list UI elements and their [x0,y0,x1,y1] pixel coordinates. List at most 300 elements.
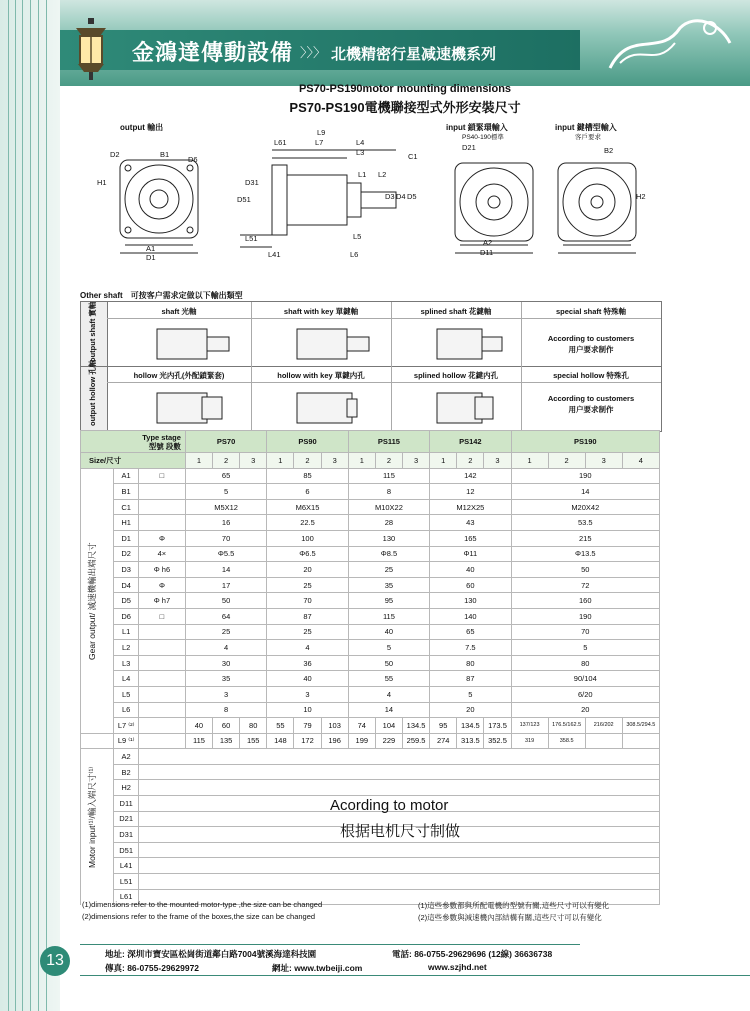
empty-cell [138,842,659,858]
dim-key: L6 [114,702,139,718]
dim-key: H1 [114,515,139,531]
dim-label: L9 [317,128,326,137]
table-row [81,593,660,609]
customer-note-2: According to customers [547,394,635,403]
stage-cell: 3 [321,453,348,469]
dim-symbol: 4× [138,546,185,562]
table-row [81,640,660,656]
dim-value: 22.5 [267,515,348,531]
model-header: PS115 [348,431,429,453]
dim-label: C1 [408,152,418,161]
footer-line [80,944,580,945]
dim-value [622,733,659,749]
footer-line [80,975,750,976]
hollow-type-header: special hollow 特殊孔 [553,371,629,380]
footer-fax: 傳真: 86-0755-29629972 [105,963,200,973]
dim-symbol [138,655,185,671]
dim-key: C1 [114,499,139,515]
side-cell [81,733,114,749]
dim-value: Φ13.5 [511,546,659,562]
table-row [81,484,660,500]
table-row [81,562,660,578]
dim-value: 4 [348,686,429,702]
dim-symbol [138,733,185,749]
dim-symbol: Φ [138,530,185,546]
dim-key: L3 [114,655,139,671]
model-header: PS190 [511,431,659,453]
dim-label: D31 [245,178,259,187]
dim-value: 115 [348,468,429,484]
dim-value: 130 [430,593,511,609]
dim-value: 55 [267,718,294,734]
size-label: Size/尺寸 [81,453,186,469]
table-row [81,858,660,874]
stage-cell: 1 [185,453,212,469]
dim-value: 80 [240,718,267,734]
dim-value: 358.5 [548,733,585,749]
dim-value: 65 [430,624,511,640]
stage-cell: 3 [403,453,430,469]
dim-value: 190 [511,468,659,484]
dim-key: D3 [114,562,139,578]
motor-note-en: Acording to motor [330,797,449,814]
dim-value: 40 [348,624,429,640]
decor-line [15,0,16,1011]
dim-value: 5 [348,640,429,656]
dim-value: 80 [430,655,511,671]
dim-value: 25 [185,624,266,640]
side-cell [81,484,114,500]
dim-key: D11 [114,796,139,812]
dim-label: D1 [146,253,156,262]
empty-cell [138,764,659,780]
dim-value: 274 [430,733,457,749]
dim-key: L7 ⁽²⁾ [114,718,139,734]
dim-label: L61 [274,138,287,147]
dim-value: 53.5 [511,515,659,531]
customer-note-1: According to customers [547,334,635,343]
dim-label: D5 [407,192,417,201]
dim-label: L4 [356,138,365,147]
note-2-cn: (2)這些參數與減速機內部結構有關,這些尺寸可以有變化 [418,913,602,922]
table-row [81,874,660,890]
drawing-label-output: output 輸出 [120,123,164,132]
dim-value: 4 [267,640,348,656]
dim-key: D21 [114,811,139,827]
dim-value: 165 [430,530,511,546]
side-cell [81,718,114,734]
dim-value: 90/104 [511,671,659,687]
shaft-type-header: special shaft 特殊軸 [555,307,627,316]
model-header: PS90 [267,431,348,453]
dim-value: 176.5/162.5 [548,718,585,734]
stage-cell: 4 [622,453,659,469]
dim-value: 5 [430,686,511,702]
dim-label: B2 [604,146,614,155]
dim-value: 20 [511,702,659,718]
side-cell [81,749,114,765]
dim-symbol: Φ [138,577,185,593]
dim-value: M5X12 [185,499,266,515]
table-row [81,515,660,531]
stage-cell: 1 [511,453,548,469]
dim-key: L61 [114,889,139,905]
dim-value: 14 [348,702,429,718]
gear-output-side-label: Gear output/ 減速機輸出端尺寸 [87,542,97,660]
dim-label: D6 [188,155,198,164]
side-cell [81,702,114,718]
drawing-label-input-key-sub: 客戶要求 [575,134,601,141]
brand-arrows: 〉〉〉 [300,45,327,60]
dim-key: D1 [114,530,139,546]
dim-value: 40 [267,671,348,687]
shaft-type-header: splined shaft 花鍵軸 [420,307,492,316]
dim-value: 70 [511,624,659,640]
stage-cell: 2 [213,453,240,469]
footer-web[interactable]: 網址: www.twbeiji.com [272,963,363,973]
shaft-type-header: shaft with key 單鍵軸 [283,307,359,316]
drawing-label-input-clamp: input 鎖緊環輸入 [446,123,508,132]
dim-value: 352.5 [484,733,511,749]
dim-value: M20X42 [511,499,659,515]
side-cell [81,468,114,484]
side-cell [81,686,114,702]
dim-value: 17 [185,577,266,593]
dim-value: 95 [430,718,457,734]
note-1: (1)dimensions refer to the mounted motor-type ,the size can be changed [82,900,323,909]
stage-cell: 1 [430,453,457,469]
stage-cell: 2 [457,453,484,469]
dim-symbol [138,702,185,718]
type-stage-label: Type stage [142,432,181,442]
dim-value: 25 [267,577,348,593]
model-header: PS70 [185,431,266,453]
decor-line [8,0,9,1011]
dim-value: 137/123 [511,718,548,734]
dim-value: 40 [185,718,212,734]
dim-value: 85 [267,468,348,484]
dim-value: 115 [348,608,429,624]
dim-key: L2 [114,640,139,656]
decor-line [38,0,39,1011]
dim-label: L41 [268,250,281,259]
dim-value: 259.5 [403,733,430,749]
dim-value: 155 [240,733,267,749]
table-row [81,671,660,687]
dim-value: Φ6.5 [267,546,348,562]
dim-label: D11 [480,248,494,257]
dim-label: A1 [146,244,156,253]
dim-value: Φ8.5 [348,546,429,562]
dim-value: 20 [267,562,348,578]
dim-value: 142 [430,468,511,484]
hollow-type-header: hollow with key 單鍵内孔 [277,371,365,380]
note-1-cn: (1)這些參數都與所配電機的型號有關,這些尺寸可以有變化 [418,901,610,910]
lantern-icon [66,18,116,80]
dim-value: 72 [511,577,659,593]
dim-value: 14 [185,562,266,578]
side-cell [81,515,114,531]
motor-input-side-label: Motor input⁽¹⁾/輸入端尺寸⁽¹⁾ [87,766,97,868]
dim-value: 65 [185,468,266,484]
dim-value: 87 [430,671,511,687]
footer-address: 地址: 深圳市寶安區松崗街道鄰白路7004號溪海達科技園 [105,949,317,959]
dim-value: 14 [511,484,659,500]
table-row [81,780,660,796]
hollow-type-header: hollow 光内孔(外配鎖緊套) [133,371,225,380]
dim-value [585,733,622,749]
dim-value: 134.5 [457,718,484,734]
dim-symbol [138,718,185,734]
dim-value: 196 [321,733,348,749]
dim-label: L3 [356,148,365,157]
dim-value: 130 [348,530,429,546]
empty-cell [138,858,659,874]
table-row [81,749,660,765]
dim-key: D2 [114,546,139,562]
stage-cell: 2 [294,453,321,469]
dim-label: L5 [353,232,362,241]
dim-value: M6X15 [267,499,348,515]
dim-value: 308.5/294.5 [622,718,659,734]
ornament-icon [600,8,740,78]
dim-value: 55 [348,671,429,687]
table-row [81,499,660,515]
dim-value: 20 [430,702,511,718]
dim-label: D4 [396,192,406,201]
dim-value: M12X25 [430,499,511,515]
dim-value: 36 [267,655,348,671]
stage-row [81,453,660,469]
dim-label: D3 [385,192,395,201]
drawing-label-input-clamp-sub: PS40-190標準 [462,134,504,141]
dim-symbol [138,640,185,656]
dim-key: D51 [114,842,139,858]
dim-value: 35 [348,577,429,593]
dim-value: 104 [375,718,402,734]
dim-key: B1 [114,484,139,500]
dim-symbol [138,686,185,702]
dim-value: 115 [185,733,212,749]
dim-value: 134.5 [403,718,430,734]
table-row [81,764,660,780]
dim-key: D5 [114,593,139,609]
dim-symbol [138,515,185,531]
type-stage-label-cn: 型號 段數 [148,441,181,451]
dim-value: 215 [511,530,659,546]
dim-key: D4 [114,577,139,593]
dim-symbol [138,671,185,687]
dim-label: L7 [315,138,324,147]
dim-value: 25 [348,562,429,578]
dim-label: L1 [358,170,367,179]
side-cell [81,671,114,687]
page-number: 13 [40,946,70,976]
dim-value: 50 [185,593,266,609]
dim-value: 43 [430,515,511,531]
customer-note-1-cn: 用户要求制作 [568,345,614,354]
table-row [81,608,660,624]
dim-value: 7.5 [430,640,511,656]
dim-value: 8 [348,484,429,500]
dim-label: L2 [378,170,387,179]
model-header: PS142 [430,431,511,453]
stage-cell: 1 [348,453,375,469]
stage-cell: 2 [548,453,585,469]
dim-value: 95 [348,593,429,609]
dim-value: 140 [430,608,511,624]
decor-line [30,0,31,1011]
dim-value: 74 [348,718,375,734]
dim-value: 190 [511,608,659,624]
series-title: 北機精密行星减速機系列 [331,46,497,63]
title-chinese: PS70-PS190電機聯接型式外形安裝尺寸 [289,100,521,115]
dim-value: 199 [348,733,375,749]
title-english: PS70-PS190motor mounting dimensions [298,83,512,95]
decor-line [46,0,47,1011]
dim-label: H1 [97,178,107,187]
dim-key: A2 [114,749,139,765]
dim-key: A1 [114,468,139,484]
dim-value: 135 [213,733,240,749]
dim-value: 8 [185,702,266,718]
dim-key: B2 [114,764,139,780]
dim-value: 25 [267,624,348,640]
table-row [81,702,660,718]
dim-symbol: Φ h6 [138,562,185,578]
table-row [81,733,660,749]
dim-value: 3 [185,686,266,702]
stage-cell: 3 [240,453,267,469]
stage-cell: 1 [267,453,294,469]
brand-name: 金鴻達傳動設備 [132,40,294,65]
table-row [81,624,660,640]
dim-value: 160 [511,593,659,609]
dim-value: 313.5 [457,733,484,749]
shaft-type-header: shaft 光軸 [161,307,197,316]
row-label-output-hollow: output hollow 孔軸 [88,359,97,426]
other-shaft-table [80,301,662,432]
customer-note-2-cn: 用户要求制作 [568,405,614,414]
dim-value: 5 [185,484,266,500]
dim-value: 79 [294,718,321,734]
dim-value: 60 [213,718,240,734]
side-cell [81,874,114,890]
dim-symbol: □ [138,608,185,624]
dim-value: 50 [348,655,429,671]
dim-value: 16 [185,515,266,531]
dim-symbol: Φ h7 [138,593,185,609]
dim-key: L9 ⁽¹⁾ [114,733,139,749]
dim-key: L4 [114,671,139,687]
drawing-label-input-key: input 鍵槽型輸入 [555,123,617,132]
decor-line [22,0,23,1011]
dim-value: 80 [511,655,659,671]
dim-value: 173.5 [484,718,511,734]
dim-key: D31 [114,827,139,843]
dim-value: 70 [267,593,348,609]
dim-value: 70 [185,530,266,546]
empty-cell [138,780,659,796]
shaft-sketches [107,319,521,431]
dim-label: A2 [483,238,493,247]
dim-value: 30 [185,655,266,671]
hollow-type-header: splined hollow 花鍵内孔 [413,371,499,380]
dim-key: L5 [114,686,139,702]
dim-symbol [138,484,185,500]
dim-value: 6 [267,484,348,500]
dim-label: L51 [245,234,258,243]
dim-value: 172 [294,733,321,749]
dim-value: 229 [375,733,402,749]
stage-cell: 3 [484,453,511,469]
dim-key: D6 [114,608,139,624]
dim-label: B1 [160,150,170,159]
type-stage-header [81,431,186,453]
table-row [81,842,660,858]
dim-value: 5 [511,640,659,656]
footer-phone: 電話: 86-0755-29629696 (12線) 36636738 [392,949,553,959]
mounting-drawings [90,135,660,265]
dim-label: D51 [237,195,251,204]
dim-value: M10X22 [348,499,429,515]
dim-value: 319 [511,733,548,749]
dim-key: L51 [114,874,139,890]
row-label-output-shaft: output shaft 實軸 [88,301,97,362]
stage-cell: 3 [585,453,622,469]
dim-key: H2 [114,780,139,796]
dim-value: 35 [185,671,266,687]
table-row [81,577,660,593]
dim-symbol [138,624,185,640]
dim-label: H2 [636,192,646,201]
dim-value: 6/20 [511,686,659,702]
other-shaft-title: Other shaft 可按客户需求定做以下輸出類型 [80,291,243,300]
dim-value: 216/202 [585,718,622,734]
dim-value: 40 [430,562,511,578]
footer-web-2[interactable]: www.szjhd.net [428,962,487,972]
dim-value: 10 [267,702,348,718]
table-row [81,718,660,734]
dim-label: L6 [350,250,359,259]
empty-cell [138,749,659,765]
table-row [81,530,660,546]
dim-value: Φ11 [430,546,511,562]
dim-value: 50 [511,562,659,578]
note-2: (2)dimensions refer to the frame of the boxes,the size can be changed [82,912,316,921]
dim-value: Φ5.5 [185,546,266,562]
stage-cell: 2 [375,453,402,469]
dim-symbol [138,499,185,515]
table-row [81,686,660,702]
dim-value: 4 [185,640,266,656]
side-cell [81,499,114,515]
dim-value: 148 [267,733,294,749]
dim-key: L1 [114,624,139,640]
motor-note-cn: 根据电机尺寸制做 [340,823,461,840]
dim-value: 87 [267,608,348,624]
dim-value: 12 [430,484,511,500]
dim-value: 100 [267,530,348,546]
dim-value: 60 [430,577,511,593]
table-row [81,655,660,671]
dim-label: D2 [110,150,120,159]
dim-value: 3 [267,686,348,702]
dim-symbol: □ [138,468,185,484]
dim-value: 103 [321,718,348,734]
table-row [81,546,660,562]
dim-key: L41 [114,858,139,874]
